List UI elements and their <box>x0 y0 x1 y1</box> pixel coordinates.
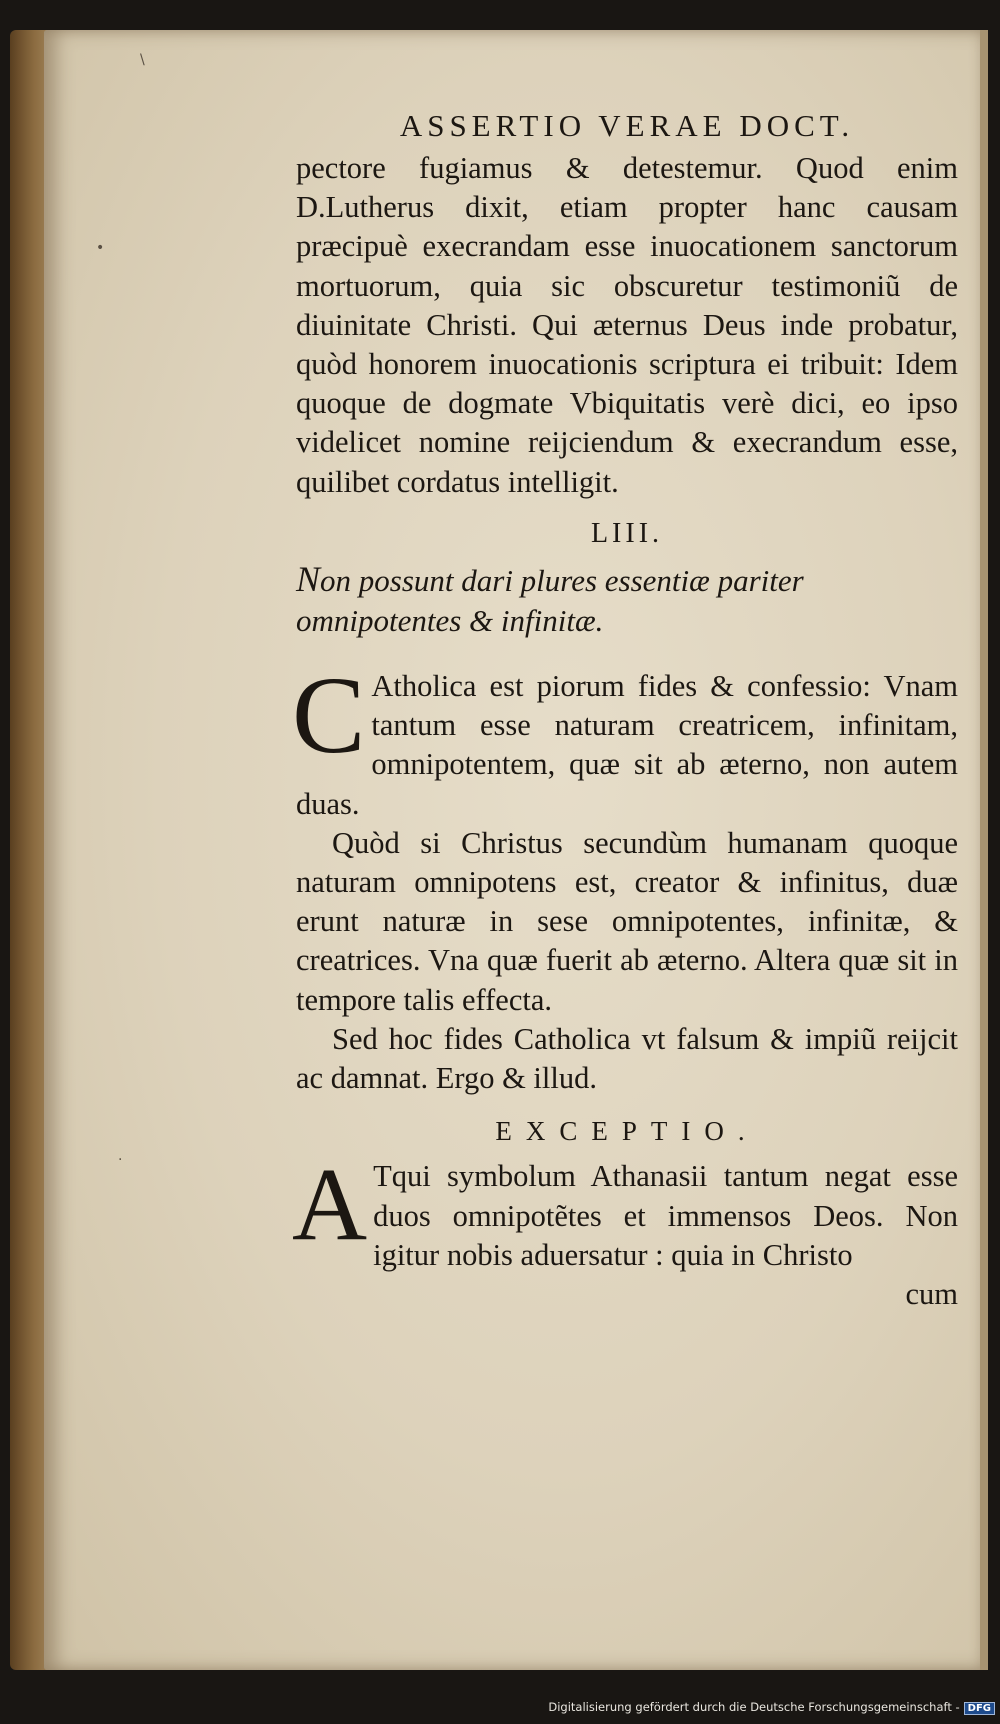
thesis-text: on possunt dari plures essentiæ pariter omnipotentes & infinitæ. <box>296 563 804 639</box>
paragraph-quod-si: Quòd si Christus secundùm humanam quoque naturam omnipotens est, creator & infinitus, duæ erunt naturæ in sese omnipotentes, infinitæ, & creatrices. Vna quæ fuerit ab æterno. Altera quæ sit in tempore talis effecta. <box>296 825 958 1017</box>
running-head: ASSERTIO VERAE DOCT. <box>399 108 855 143</box>
thesis-statement <box>296 559 958 641</box>
paragraph-catholica <box>292 654 958 824</box>
digitization-credit <box>520 1700 995 1720</box>
opening-paragraph: pectore fugiamus & detestemur. Quod enim D.Lutherus dixit, etiam propter hanc causam præcipuè execrandam esse inuocationem sanctorum mortuorum, quia sic obscuretur testimoniũ de diuinitate Christi. Qui æternus Deus inde probatur, quòd honorem inuocationis scriptura ei tribuit: Idem quoque de dogmate Vbiquitatis verè dici, eo ipso videlicet nomine reijciendum & execrandum esse, quilibet cordatus intelligit. <box>296 151 958 499</box>
catchword: cum <box>905 1277 958 1312</box>
page-fore-edge <box>980 30 988 1670</box>
thesis-initial: N <box>296 559 321 600</box>
drop-cap-c: C <box>292 654 366 777</box>
paragraph-catholica-text: Atholica est piorum fides & confessio: Vnam tantum esse naturam creatricem, infinitam, omnipotentem, quæ sit ab æterno, non autem duas. <box>296 669 958 821</box>
paragraph-atqui-text: Tqui symbolum Athanasii tantum negat esse duos omnipotẽtes et immensos Deos. Non igitur nobis aduersatur : quia in Christo <box>373 1159 958 1272</box>
credit-text: Digitalisierung gefördert durch die Deutsche Forschungsgemeinschaft - <box>548 1700 960 1714</box>
exceptio-heading: EXCEPTIO. <box>495 1116 759 1147</box>
section-number: LIII. <box>590 517 664 549</box>
paragraph-sed-hoc: Sed hoc fides Catholica vt falsum & impiũ reijcit ac damnat. Ergo & illud. <box>296 1021 958 1096</box>
margin-dot-mark: · <box>118 1152 123 1168</box>
margin-dot-mark: • <box>96 240 105 256</box>
main-text-column <box>292 105 958 1314</box>
margin-stray-mark: \ <box>140 52 145 68</box>
dfg-logo: DFG <box>964 1702 995 1715</box>
drop-cap-a: A <box>292 1147 368 1263</box>
paragraph-atqui <box>292 1147 958 1275</box>
